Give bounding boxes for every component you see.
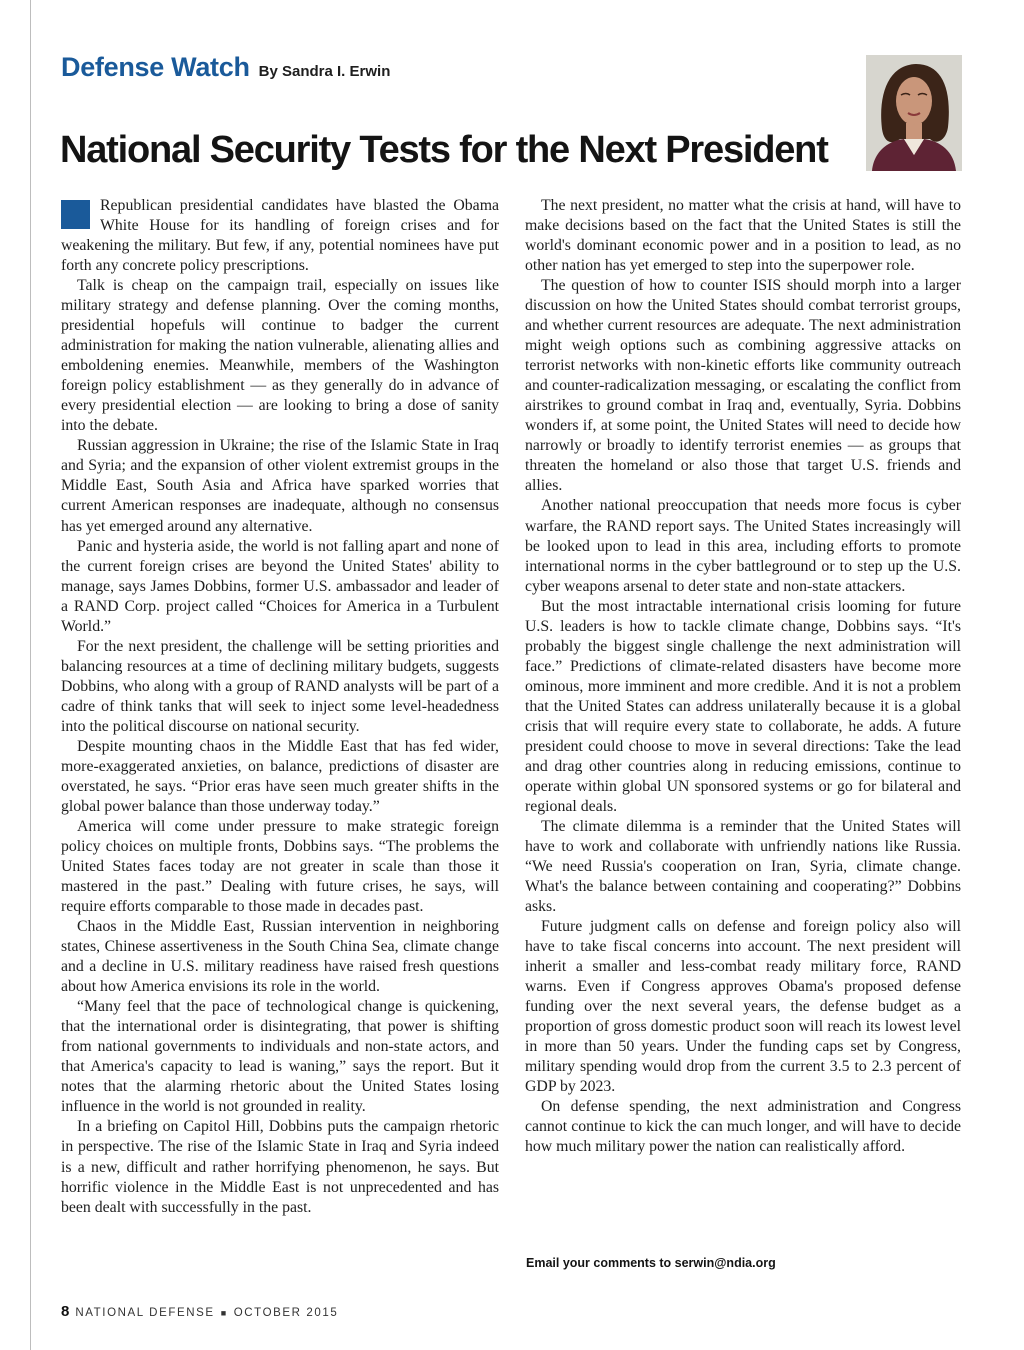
article-paragraph: On defense spending, the next administration and Congress cannot continue to kick the can much longer, and will have to decide how much military power the nation can realistically afford. xyxy=(525,1098,961,1156)
article-paragraph: Future judgment calls on defense and foreign policy also will have to take fiscal concerns into account. The next president will inherit a smaller and less-combat ready military force, RAND warns. Even if Congress approves Obama's proposed defense funding over the next several years, the defense budget as a proportion of gross domestic product soon will reach its lowest level in more than 50 years. Under the funding caps set by Congress, military spending would drop from the current 3.5 to 2.3 percent of GDP by 2023. xyxy=(525,918,961,1096)
article-paragraph: In a briefing on Capitol Hill, Dobbins puts the campaign rhetoric in perspective. The rise of the Islamic State in Iraq and Syria indeed is a new, difficult and rather horrifying phenomenon, he says. But horrific violence in the Middle East is not unprecedented and has been dealt with successfully in the past. xyxy=(61,1118,499,1216)
article-paragraph: Despite mounting chaos in the Middle East that has fed wider, more-exaggerated anxieties, on balance, predictions of disaster are overstated, he says. “Prior eras have seen much greater shifts in the global power balance than those underway today.” xyxy=(61,737,499,815)
headline: National Security Tests for the Next President xyxy=(60,129,828,171)
page-number: 8 xyxy=(61,1303,70,1320)
article-paragraph: But the most intractable international crisis looming for future U.S. leaders is how to tackle climate change, Dobbins says. “It's probably the biggest single challenge the next administration will face.” Predictions of climate-related disasters have become more ominous, more imminent and more credible. And it is not a problem that the United States can address unilaterally because it is a global crisis that will require every state to collaborate, he adds. A future president could choose to move in several directions: Take the lead and drag other countries along in reducing emissions, continue to operate within global UN sponsored systems or go for bilateral and regional deals. xyxy=(525,597,961,815)
author-photo xyxy=(866,55,962,171)
column-header xyxy=(61,52,390,83)
issue-date: OCTOBER 2015 xyxy=(233,1307,339,1319)
article-column-right xyxy=(525,196,961,1158)
article-paragraph: The climate dilemma is a reminder that the United States will have to work and collaborate with unfriendly nations like Russia. “We need Russia's cooperation on Iran, Syria, climate change. What's the balance between containing and cooperating?” Dobbins asks. xyxy=(525,817,961,916)
article-paragraph: Russian aggression in Ukraine; the rise of the Islamic State in Iraq and Syria; and the expansion of other violent extremist groups in the Middle East, South Asia and Africa have sparked worries that current American responses are inadequate, although no consensus has yet emerged around any alternative. xyxy=(61,437,499,535)
author-portrait xyxy=(866,55,962,171)
article-paragraph: For the next president, the challenge will be setting priorities and balancing resources at a time of declining military budgets, suggests Dobbins, who along with a group of RAND analysts will be part of a cadre of think tanks that will seek to inject some level-headedness into the political discourse on national security. xyxy=(61,637,499,735)
page-margin-rule xyxy=(30,0,31,1350)
footer-separator: ■ xyxy=(220,1308,228,1318)
article-paragraph: Panic and hysteria aside, the world is not falling apart and none of the current foreign crises are beyond the United States' ability to manage, says James Dobbins, former U.S. ambassador and leader of a RAND Corp. project called “Choices for America in a Turbulent World.” xyxy=(61,537,499,635)
byline: By Sandra I. Erwin xyxy=(258,63,391,80)
email-comments-note: Email your comments to serwin@ndia.org xyxy=(526,1256,776,1270)
column-name: Defense Watch xyxy=(61,52,250,82)
article-paragraph: Republican presidential candidates have blasted the Obama White House for its handling of foreign crises and for weakening the military. But few, if any, potential nominees have put forth any concrete policy prescriptions. xyxy=(61,197,499,275)
publication-name: NATIONAL DEFENSE xyxy=(75,1307,215,1319)
article-paragraph: Talk is cheap on the campaign trail, especially on issues like military strategy and defense planning. Over the coming months, presidential hopefuls will continue to badger the current administration for making the nation vulnerable, alienating allies and emboldening enemies. Meanwhile, members of the Washington foreign policy establishment — as they generally do in advance of every presidential election — are looking to bring a dose of sanity into the debate. xyxy=(61,277,499,435)
article-paragraph: The question of how to counter ISIS should morph into a larger discussion on how the United States should combat terrorist groups, and whether current resources are adequate. The next administration might weigh options such as combining aggressive attacks on terrorist networks with non-kinetic efforts like community outreach and counter-radicalization messaging, or escalating the conflict from airstrikes to ground combat in Iraq and, eventually, Syria. Dobbins wonders if, at some point, the United States will need to decide how narrowly or broadly to identify terrorist enemies — as groups that threaten the homeland or also those that target U.S. friends and allies. xyxy=(525,277,961,495)
article-paragraph: America will come under pressure to make strategic foreign policy choices on multiple fronts, Dobbins says. “The problems the United States faces today are not greater in scale than those it mastered in the past.” Dealing with future crises, he says, will require efforts comparable to those made in decades past. xyxy=(61,817,499,916)
article-column-left xyxy=(61,196,499,1218)
drop-cap-square xyxy=(61,200,90,229)
article-paragraph: Another national preoccupation that needs more focus is cyber warfare, the RAND report says. The United States increasingly will be looked upon to lead in this area, including efforts to promote international norms in the cyber battleground or to step up the U.S. cyber weapons arsenal to deter state and non-state attackers. xyxy=(525,497,961,595)
article-paragraph: “Many feel that the pace of technological change is quickening, that the international order is disintegrating, that power is shifting from national governments to individuals and non-state actors, and that America's capacity to lead is waning,” says the report. But it notes that the alarming rhetoric about the United States losing influence in the world is not grounded in reality. xyxy=(61,998,499,1116)
article-paragraph: Chaos in the Middle East, Russian intervention in neighboring states, Chinese assertiveness in the South China Sea, climate change and a decline in U.S. military readiness have raised fresh questions about how America envisions its role in the world. xyxy=(61,918,499,996)
article-paragraph: The next president, no matter what the crisis at hand, will have to make decisions based on the fact that the United States is still the world's dominant economic power and in a position to lead, as no other nation has yet emerged to step into the superpower role. xyxy=(525,197,961,275)
page-footer xyxy=(61,1303,338,1320)
